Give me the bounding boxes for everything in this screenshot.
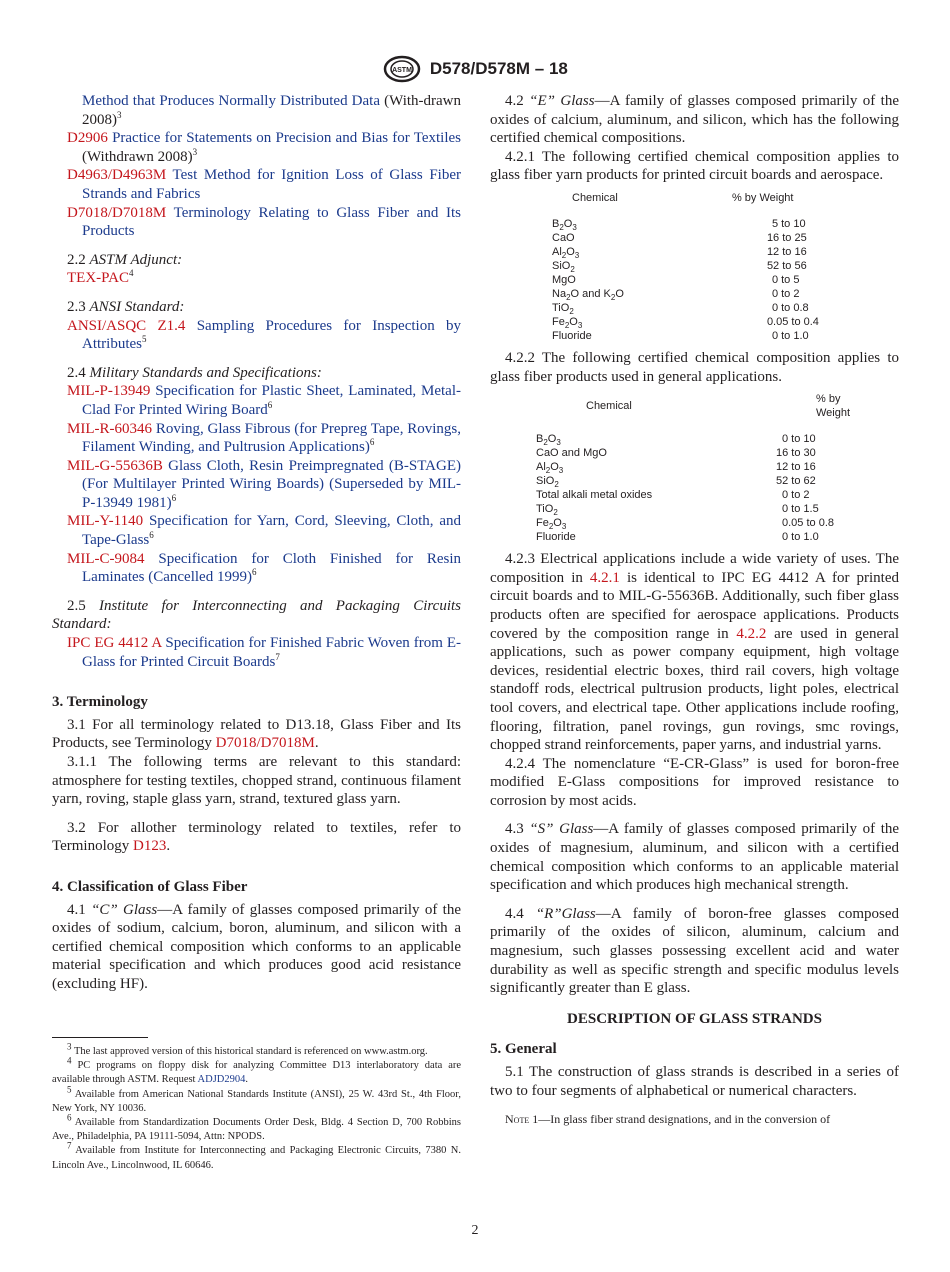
- reference-item: TEX-PAC$^4$: [67, 268, 134, 287]
- column-header: Chemical: [572, 191, 618, 204]
- note-1: Note 1—In glass fiber strand designations, and in the conversion of: [505, 1112, 831, 1127]
- table-row: TiO$_2$ 0 to 1.5: [536, 503, 819, 518]
- reference-code-link[interactable]: MIL-P-13949: [67, 383, 151, 400]
- reference-link[interactable]: Specification for Cloth Finished for Resin Laminates (Cancelled 1999): [82, 550, 461, 586]
- reference-link[interactable]: Specification for Plastic Sheet, Laminated, Metal-Clad For Printed Wiring Board: [82, 383, 462, 418]
- table-row: MgO 0 to 5: [552, 273, 800, 286]
- table-row: SiO$_2$ 52 to 62: [536, 475, 816, 490]
- section-2-4: 2.4 Military Standards and Specifications:: [67, 364, 322, 381]
- section-heading: 4. Classification of Glass Fiber: [52, 878, 248, 895]
- reference-item: MIL-G-55636B Glass Cloth, Resin Preimpregnated (B-STAGE) (For Multilayer Printed Wiring Boards) (Superseded by MIL-P-13949 1981)$^6$: [67, 457, 461, 511]
- reference-item: IPC EG 4412 A Specification for Finished Fabric Woven from E-Glass for Printed Circuit Boards$^7$: [67, 635, 462, 670]
- footnote: $^3$ The last approved version of this historical standard is referenced on www.astm.org.: [67, 1041, 428, 1057]
- reference-code-link[interactable]: TEX-PAC: [67, 270, 129, 287]
- paragraph-4-2-2: 4.2.2 The following certified chemical composition applies to glass fiber products used in general applications.: [490, 349, 899, 385]
- paragraph-3-2: 3.2 For allother terminology related to textiles, refer to Terminology D123.: [52, 819, 461, 855]
- table-row: CaO and MgO 16 to 30: [536, 447, 816, 460]
- table-row: $B_2O_3$ 5 to 10: [552, 217, 806, 233]
- section-link[interactable]: 4.2.1: [589, 569, 620, 586]
- reference-code-link[interactable]: MIL-C-9084: [67, 550, 145, 567]
- page-number: 2: [471, 1223, 479, 1238]
- page-header: [0, 54, 950, 84]
- reference-link[interactable]: Specification for Finished Fabric Woven from E-Glass for Printed Circuit Boards: [82, 635, 462, 670]
- adjunct-link[interactable]: ADJD2904: [197, 1074, 246, 1086]
- table-row: Fluoride 0 to 1.0: [536, 531, 819, 544]
- table-row: $B_2O_3$ 0 to 10: [536, 433, 816, 448]
- reference-item: ANSI/ASQC Z1.4 Sampling Procedures for Inspection by Attributes$^5$: [67, 317, 461, 353]
- footnote: $^4$ PC programs on floppy disk for analyzing Committee D13 interlaboratory data are available through ASTM. Request ADJD2904.: [52, 1055, 462, 1086]
- reference-item: MIL-Y-1140 Specification for Yarn, Cord, Sleeving, Cloth, and Tape-Glass$^6$: [67, 513, 462, 549]
- right-column: [490, 92, 899, 1129]
- reference-code-link[interactable]: ANSI/ASQC Z1.4: [67, 317, 186, 334]
- reference-link[interactable]: Sampling Procedures for Inspection by Attributes: [82, 317, 461, 353]
- composition-table-1: [552, 191, 852, 343]
- table-row: Fluoride 0 to 1.0: [552, 329, 809, 342]
- table-header-row: [536, 392, 856, 432]
- reference-link[interactable]: Method that Produces Normally Distributed Data: [82, 93, 381, 109]
- table-row: SiO$_2$ 52 to 56: [552, 259, 807, 275]
- table-row: CaO 16 to 25: [552, 231, 807, 244]
- paragraph-4-2-3: 4.2.3 Electrical applications include a wide variety of uses. The composition in 4.2.1 is identical to IPC EG 4412 A for printed circuit boards and to MIL-G-55636B. Additionally, such fiber glass products often are specified for aerospace applications. Products covered by the composition range in 4.2.2 are used in general applications, such as power company equipment, high voltage devices, residential electric boxes, third rail covers, high voltage standoff rods, electrical pultrusion products, light poles, electrical tool covers, and electrical tape. Other applications include roofing, flooring, filtration, panel rovings, gun rovings, smc rovings, chopped strand reinforcements, paper yarns, and industrial yarns.: [490, 551, 900, 754]
- reference-code-link[interactable]: IPC EG 4412 A: [67, 635, 162, 652]
- reference-link[interactable]: Specification for Yarn, Cord, Sleeving, Cloth, and Tape-Glass: [82, 513, 462, 549]
- document-designation: D578/D578M – 18: [429, 58, 568, 78]
- column-header: % by Weight: [816, 393, 851, 420]
- left-column: [52, 92, 461, 994]
- reference-item: [52, 166, 461, 203]
- reference-link[interactable]: Practice for Statements on Precision and Bias for Textiles: [112, 130, 461, 147]
- reference-code-link[interactable]: MIL-R-60346: [67, 420, 152, 437]
- reference-code-link[interactable]: MIL-Y-1140: [67, 513, 144, 530]
- reference-code-link[interactable]: D2906: [67, 130, 108, 147]
- table-row: $Al_2O_3$ 12 to 16: [552, 245, 807, 261]
- table-header-row: [552, 191, 852, 217]
- reference-item: Method that Produces Normally Distributed Data (With-drawn 2008)$^3$: [82, 93, 462, 128]
- section-link[interactable]: 4.2.2: [736, 625, 767, 642]
- paragraph-3-1: 3.1 For all terminology related to D13.18, Glass Fiber and Its Products, see Terminology D7018/D7018M.: [52, 716, 461, 752]
- section-2-2: 2.2 ASTM Adjunct:: [67, 251, 183, 268]
- section-2-3: 2.3 ANSI Standard:: [67, 298, 185, 315]
- reference-item: MIL-P-13949 Specification for Plastic Sheet, Laminated, Metal-Clad For Printed Wiring Board$^6$: [67, 383, 462, 418]
- terminology-link[interactable]: D123: [133, 838, 167, 855]
- reference-item: D2906 Practice for Statements on Precision and Bias for Textiles (Withdrawn 2008)$^3$: [67, 130, 461, 165]
- table-row: $Al_2O_3$ 12 to 16: [536, 461, 816, 476]
- section-2-5: 2.5 Institute for Interconnecting and Packaging Circuits Standard:: [52, 597, 461, 633]
- paragraph-4-2-1: 4.2.1 The following certified chemical composition applies to glass fiber yarn products for printed circuit boards and aerospace.: [490, 148, 899, 184]
- reference-link[interactable]: Glass Cloth, Resin Preimpregnated (B-STAGE) (For Multilayer Printed Wiring Boards) (Superseded by MIL-P-13949 1981): [82, 457, 461, 511]
- footnote: $^6$ Available from Standardization Documents Order Desk, Bldg. 4 Section D, 700 Robbins Ave., Philadelphia, PA 19111-5094, Attn: NPODS.: [52, 1112, 461, 1143]
- table-row: TiO$_2$ 0 to 0.8: [552, 301, 809, 317]
- paragraph-3-1-1: 3.1.1 The following terms are relevant to this standard: atmosphere for testing textiles, chopped strand, continuous filament yarn, roving, staple glass yarn, strand, textured glass yarn.: [52, 754, 461, 808]
- reference-code-link[interactable]: D4963/D4963M: [67, 167, 167, 184]
- section-heading: 3. Terminology: [52, 694, 148, 711]
- table-row: $Fe_2O_3$ 0.05 to 0.4: [552, 315, 819, 331]
- footnote-rule: [52, 1037, 148, 1038]
- paragraph-4-2: 4.2 “E” Glass—A family of glasses composed primarily of the oxides of calcium, aluminum, and silicon, which has the following certified chemical compositions.: [490, 93, 900, 147]
- reference-link[interactable]: Terminology Relating to Glass Fiber and Its Products: [82, 204, 461, 240]
- svg-text:ASTM: ASTM: [392, 67, 413, 74]
- paragraph-4-4: 4.4 “R”Glass—A family of boron-free glasses composed primarily of the oxides of silicon, aluminum, calcium and magnesium, such glasses possessing excellent acid and water durability as well as specific strength and specific modulus levels significantly greater than E glass.: [490, 905, 899, 997]
- terminology-link[interactable]: D7018/D7018M: [215, 735, 315, 752]
- column-header: % by Weight: [731, 191, 794, 204]
- reference-link[interactable]: Roving, Glass Fibrous (for Prepreg Tape, Rovings, Filament Winding, and Pultrusion Applications): [82, 420, 462, 456]
- composition-table-2: [536, 392, 856, 544]
- reference-item: MIL-C-9084 Specification for Cloth Finished for Resin Laminates (Cancelled 1999)$^6$: [67, 550, 461, 586]
- section-heading: DESCRIPTION OF GLASS STRANDS: [567, 1010, 822, 1027]
- reference-code-link[interactable]: D7018/D7018M: [67, 204, 167, 221]
- footnote: $^5$ Available from American National Standards Institute (ANSI), 25 W. 43rd St., 4th Floor, New York, NY 10036.: [52, 1084, 462, 1114]
- paragraph-4-2-4: 4.2.4 The nomenclature “E-CR-Glass” is used for boron-free modified E-Glass compositions for improved resistance to corrosion by most acids.: [490, 755, 899, 809]
- reference-link[interactable]: Test Method for Ignition Loss of Glass Fiber Strands and Fabrics: [82, 167, 461, 202]
- reference-code-link[interactable]: MIL-G-55636B: [67, 457, 163, 474]
- reference-item: [52, 204, 461, 241]
- paragraph-4-3: 4.3 “S” Glass—A family of glasses composed primarily of the oxides of magnesium, aluminum, and silicon with a certified chemical composition which conforms to an applicable material specification and which produces high mechanical strength.: [490, 821, 900, 894]
- footnotes: [52, 1041, 462, 1173]
- section-heading: 5. General: [490, 1041, 557, 1058]
- astm-logo-icon: [382, 54, 422, 84]
- table-row: Total alkali metal oxides 0 to 2: [536, 489, 810, 502]
- paragraph-5-1: 5.1 The construction of glass strands is described in a series of two to four segments of alphabetical or numerical characters.: [490, 1064, 899, 1099]
- table-row: $Fe_2O_3$ 0.05 to 0.8: [536, 517, 834, 532]
- footnote: $^7$ Available from Institute for Interconnecting and Packaging Electronic Circuits, 7380 N. Lincoln Ave., Lincolnwood, IL 60646.: [52, 1140, 461, 1171]
- paragraph-4-1: 4.1 “C” Glass—A family of glasses composed primarily of the oxides of sodium, calcium, boron, aluminum, and silicon with a certified chemical composition which conforms to an applicable material specification and which produces good acid resistance (excluding HF).: [52, 901, 461, 992]
- table-row: $Na_2O$ and $K_2O$ 0 to 2: [552, 287, 800, 303]
- reference-item: MIL-R-60346 Roving, Glass Fibrous (for Prepreg Tape, Rovings, Filament Winding, and Pultrusion Applications)$^6$: [67, 420, 462, 456]
- column-header: Chemical: [586, 400, 632, 413]
